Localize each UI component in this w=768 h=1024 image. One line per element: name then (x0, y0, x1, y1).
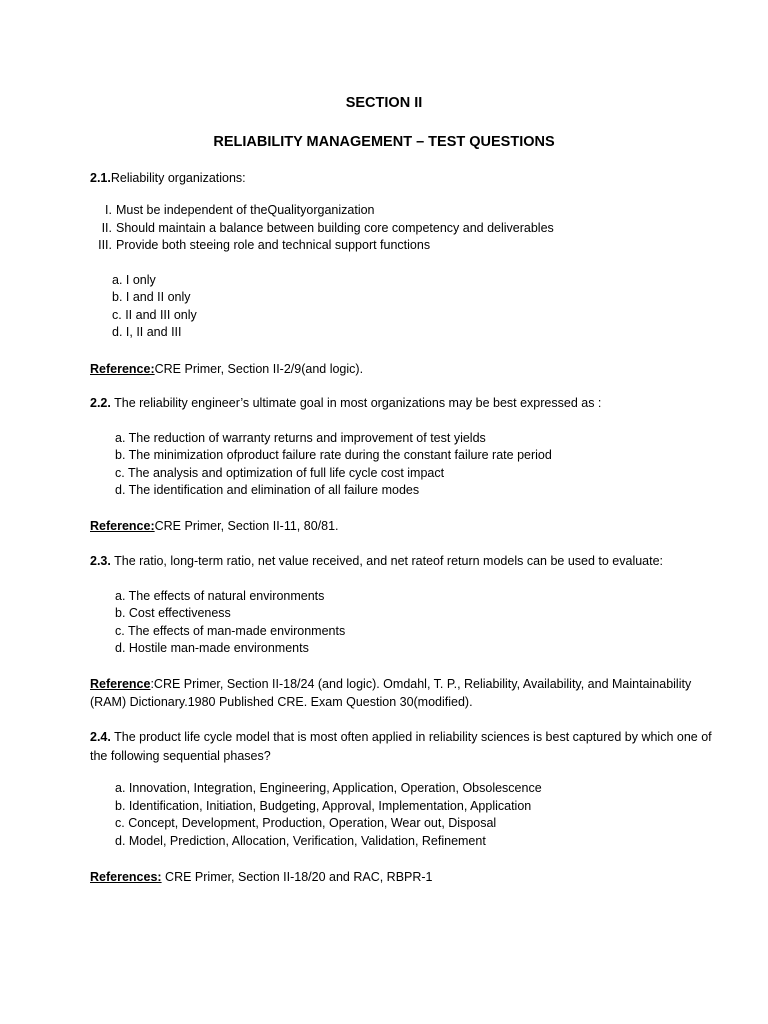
question-number: 2.4. (90, 730, 111, 744)
reference-line (90, 676, 720, 711)
answer-option: d. Hostile man-made environments (115, 641, 309, 655)
statement-item (72, 237, 430, 255)
question-text: The ratio, long-term ratio, net value received, and net rateof return models can be used to evaluate: (110, 554, 664, 568)
reference-label: Reference: (90, 362, 155, 376)
question-2-2 (90, 395, 601, 413)
answer-option: c. The analysis and optimization of full life cycle cost impact (115, 466, 445, 480)
answer-option: a. The reduction of warranty returns and improvement of test yields (115, 431, 486, 445)
statement-text: Must be independent of theQualityorganization (116, 203, 375, 217)
answer-option: c. The effects of man-made environments (115, 624, 346, 638)
answer-option: d. The identification and elimination of all failure modes (115, 483, 420, 497)
reference-text: CRE Primer, Section II-18/20 and RAC, RBPR-1 (161, 870, 433, 884)
answer-option: b. Cost effectiveness (115, 606, 231, 620)
statement-item (72, 220, 554, 238)
question-text: The reliability engineer’s ultimate goal in most organizations may be best expressed as : (110, 396, 602, 410)
reference-text: :CRE Primer, Section II-18/24 (and logic). Omdahl, T. P., Reliability, Availability, and Maintainability (RAM) Dictionary.1980 Published CRE. Exam Question 30(modified). (90, 677, 692, 709)
answer-option: b. I and II only (112, 290, 191, 304)
answer-option: c. II and III only (112, 308, 197, 322)
reference-text: CRE Primer, Section II-2/9(and logic). (154, 362, 364, 376)
reference-line (90, 869, 433, 887)
question-number: 2.3. (90, 554, 111, 568)
reference-line (90, 361, 363, 379)
statement-numeral: II. (101, 221, 112, 235)
statement-numeral: I. (105, 203, 112, 217)
statement-text: Provide both steeing role and technical support functions (116, 238, 431, 252)
statement-item (72, 202, 375, 220)
statement-numeral: III. (98, 238, 112, 252)
reference-text: CRE Primer, Section II-11, 80/81. (154, 519, 339, 533)
answer-option: d. I, II and III (112, 325, 182, 339)
answer-option: c. Concept, Development, Production, Operation, Wear out, Disposal (115, 816, 497, 830)
question-number: 2.1. (90, 171, 111, 185)
reference-label: Reference: (90, 519, 155, 533)
reference-label: Reference (90, 677, 151, 691)
document-title: RELIABILITY MANAGEMENT – TEST QUESTIONS (213, 134, 555, 150)
question-number: 2.2. (90, 396, 111, 410)
section-title: SECTION II (345, 95, 423, 111)
answer-option: a. The effects of natural environments (115, 589, 325, 603)
question-text: Reliability organizations: (110, 171, 246, 185)
statement-text: Should maintain a balance between building core competency and deliverables (116, 221, 554, 235)
question-2-1 (90, 170, 246, 188)
question-text: The product life cycle model that is most often applied in reliability sciences is best captured by which one of the following sequential phases? (90, 730, 712, 763)
reference-line (90, 518, 339, 536)
question-2-3 (90, 553, 663, 571)
reference-label: References: (90, 870, 162, 884)
answer-option: a. Innovation, Integration, Engineering, Application, Operation, Obsolescence (115, 781, 542, 795)
answer-option: d. Model, Prediction, Allocation, Verification, Validation, Refinement (115, 834, 486, 848)
answer-option: a. I only (112, 273, 156, 287)
answer-option: b. The minimization ofproduct failure rate during the constant failure rate period (115, 448, 552, 462)
answer-option: b. Identification, Initiation, Budgeting, Approval, Implementation, Application (115, 799, 532, 813)
question-2-4 (90, 728, 722, 766)
